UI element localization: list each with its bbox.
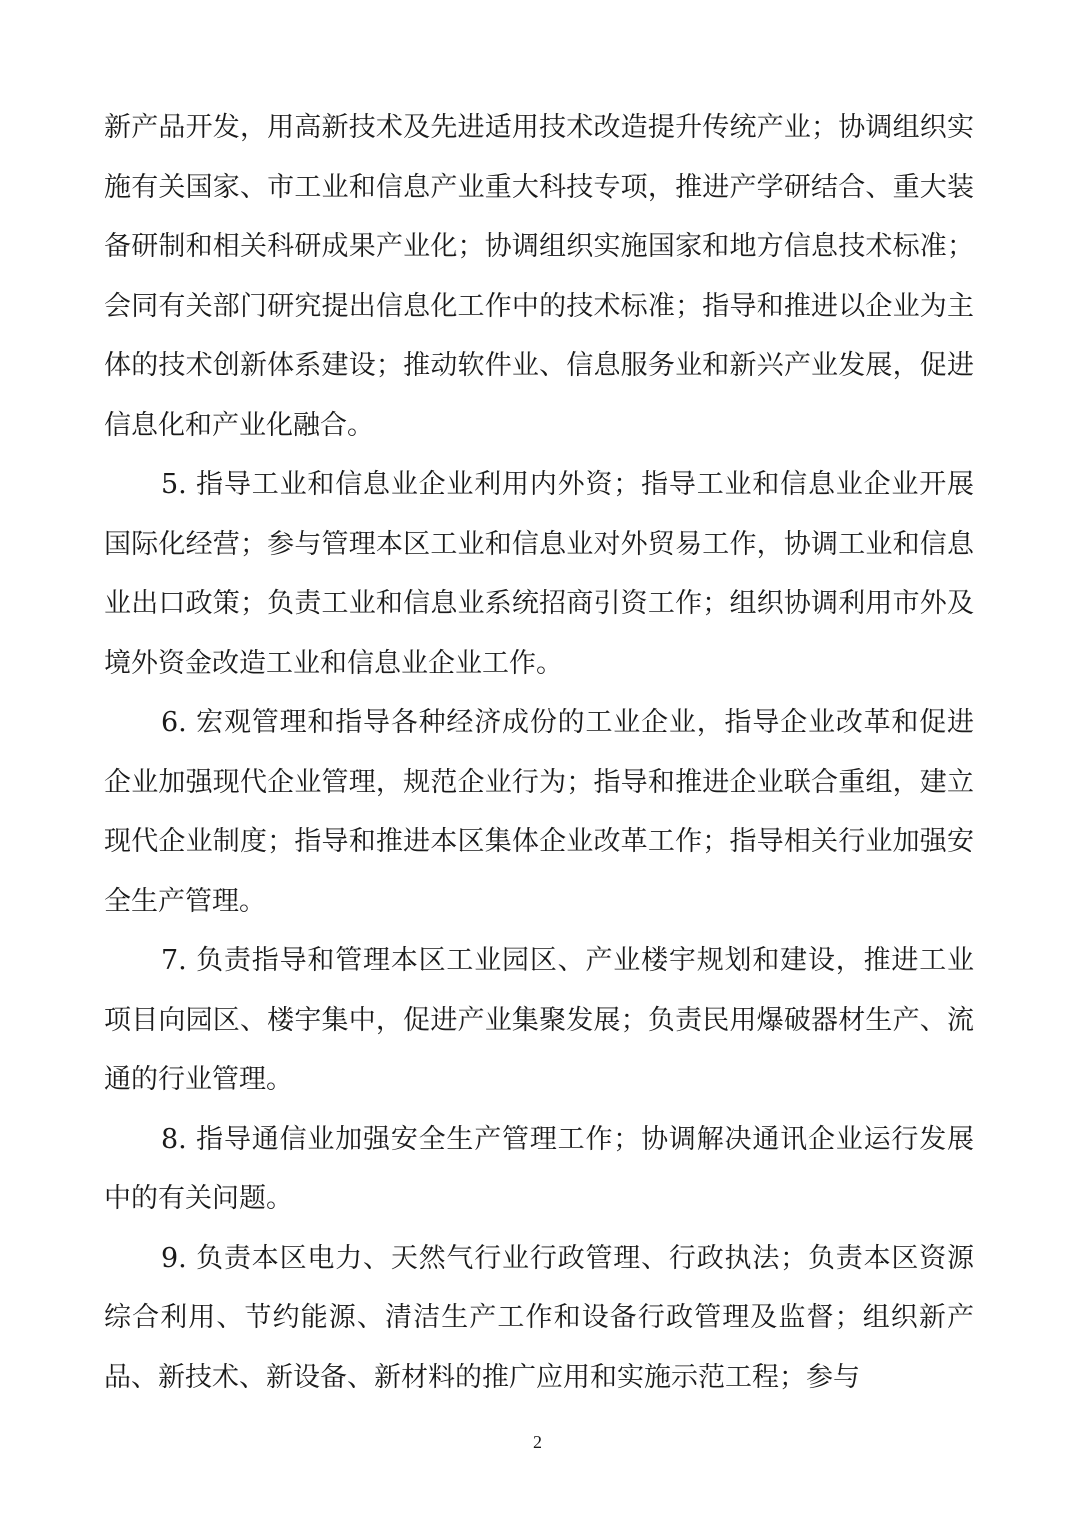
- paragraph-continuation: 新产品开发，用高新技术及先进适用技术改造提升传统产业；协调组织实施有关国家、市工业和信息产业重大科技专项，推进产学研结合、重大装备研制和相关科研成果产业化；协调组织实施国家和地方信息技术标准；会同有关部门研究提出信息化工作中的技术标准；指导和推进以企业为主体的技术创新体系建设；推动软件业、信息服务业和新兴产业发展，促进信息化和产业化融合。: [104, 112, 974, 441]
- paragraph-item-7: 7. 负责指导和管理本区工业园区、产业楼宇规划和建设，推进工业项目向园区、楼宇集中，促进产业集聚发展；负责民用爆破器材生产、流通的行业管理。: [104, 945, 974, 1095]
- page-number: 2: [533, 1432, 542, 1452]
- body-text: [104, 98, 974, 1407]
- paragraph-item-9: 9. 负责本区电力、天然气行业行政管理、行政执法；负责本区资源综合利用、节约能源、清洁生产工作和设备行政管理及监督；组织新产品、新技术、新设备、新材料的推广应用和实施示范工程；参与: [104, 1242, 974, 1393]
- paragraph-item-8: 8. 指导通信业加强安全生产管理工作；协调解决通讯企业运行发展中的有关问题。: [104, 1123, 974, 1214]
- paragraph-item-6: 6. 宏观管理和指导各种经济成份的工业企业，指导企业改革和促进企业加强现代企业管理，规范企业行为；指导和推进企业联合重组，建立现代企业制度；指导和推进本区集体企业改革工作；指导相关行业加强安全生产管理。: [104, 707, 974, 917]
- paragraph-item-5: 5. 指导工业和信息业企业利用内外资；指导工业和信息业企业开展国际化经营；参与管理本区工业和信息业对外贸易工作，协调工业和信息业出口政策；负责工业和信息业系统招商引资工作；组织协调利用市外及境外资金改造工业和信息业企业工作。: [104, 469, 974, 679]
